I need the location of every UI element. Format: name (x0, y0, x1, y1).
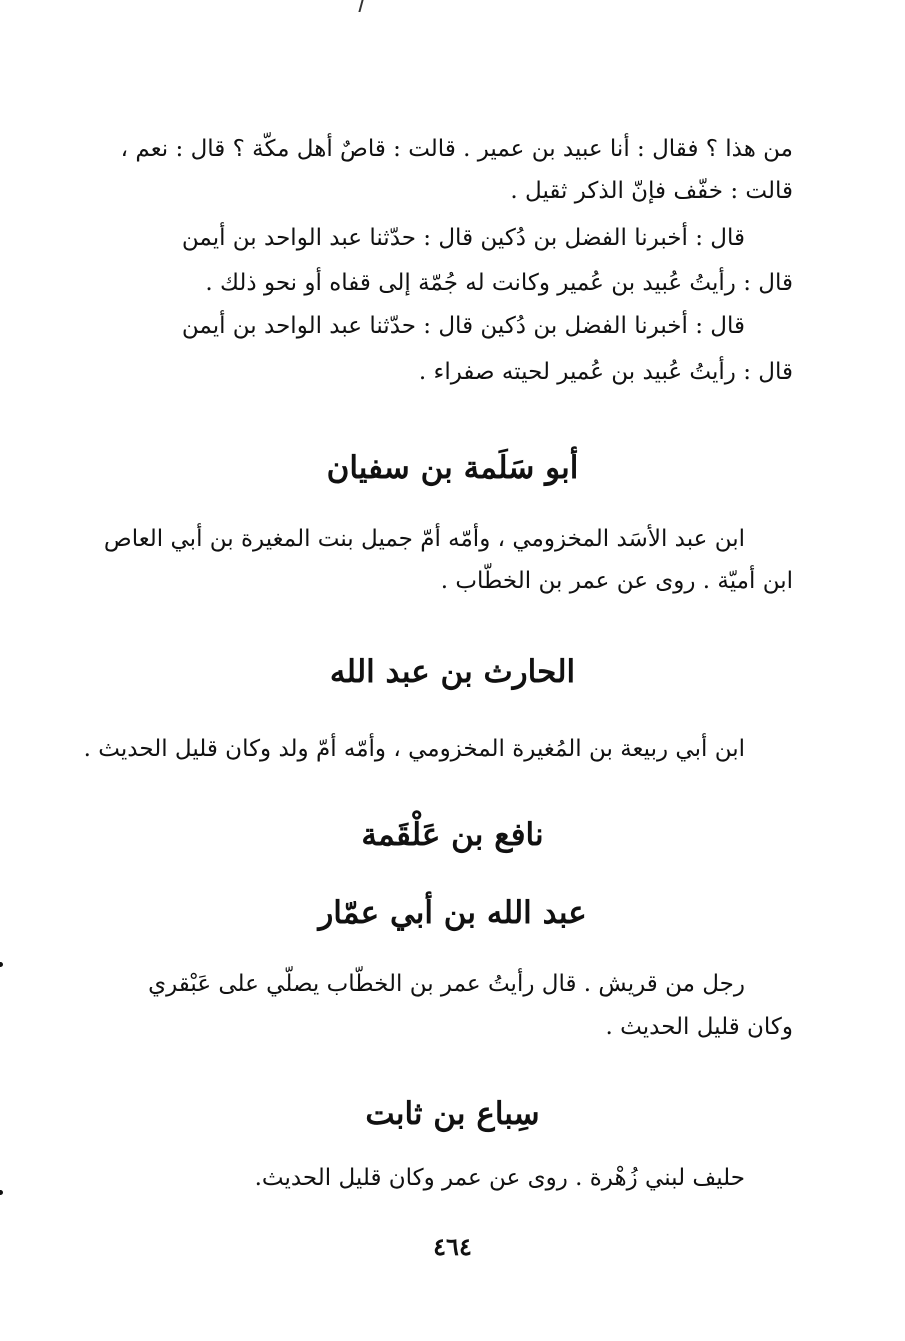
text-line: قال : أخبرنا الفضل بن دُكين قال : حدّثنا عبد الواحد بن أيمن (181, 313, 745, 339)
scan-speck (0, 1190, 3, 1195)
text-line: ابن أبي ربيعة بن المُغيرة المخزومي ، وأمّه أمّ ولد وكان قليل الحديث . (83, 736, 745, 762)
text-line: ابن عبد الأسَد المخزومي ، وأمّه أمّ جميل بنت المغيرة بن أبي العاص (103, 526, 745, 552)
section-heading: نافع بن عَلْقَمة (361, 817, 544, 853)
text-line: من هذا ؟ فقال : أنا عبيد بن عمير . قالت : قاصٌ أهل مكّة ؟ قال : نعم ، (120, 136, 793, 162)
text-line: قال : رأيتُ عُبيد بن عُمير وكانت له جُمّة إلى قفاه أو نحو ذلك . (205, 270, 793, 296)
section-heading: الحارث بن عبد الله (329, 654, 576, 690)
section-heading: عبد الله بن أبي عمّار (318, 895, 587, 931)
text-line: قالت : خفّف فإنّ الذكر ثقيل . (510, 178, 793, 204)
text-line: ابن أميّة . روى عن عمر بن الخطّاب . (440, 568, 793, 594)
page-number: ٤٦٤ (433, 1232, 472, 1261)
text-line: حليف لبني زُهْرة . روى عن عمر وكان قليل الحديث. (254, 1165, 745, 1191)
text-line: وكان قليل الحديث . (605, 1014, 793, 1040)
text-line: قال : أخبرنا الفضل بن دُكين قال : حدّثنا عبد الواحد بن أيمن (181, 225, 745, 251)
scan-speck (0, 962, 3, 967)
text-line: رجل من قريش . قال رأيتُ عمر بن الخطّاب يصلّي على عَبْقري (148, 971, 745, 997)
section-heading: أبو سَلَمة بن سفيان (326, 450, 579, 486)
section-heading: سِباع بن ثابت (365, 1096, 540, 1132)
scan-mark (358, 0, 363, 12)
text-line: قال : رأيتُ عُبيد بن عُمير لحيته صفراء . (418, 359, 793, 385)
